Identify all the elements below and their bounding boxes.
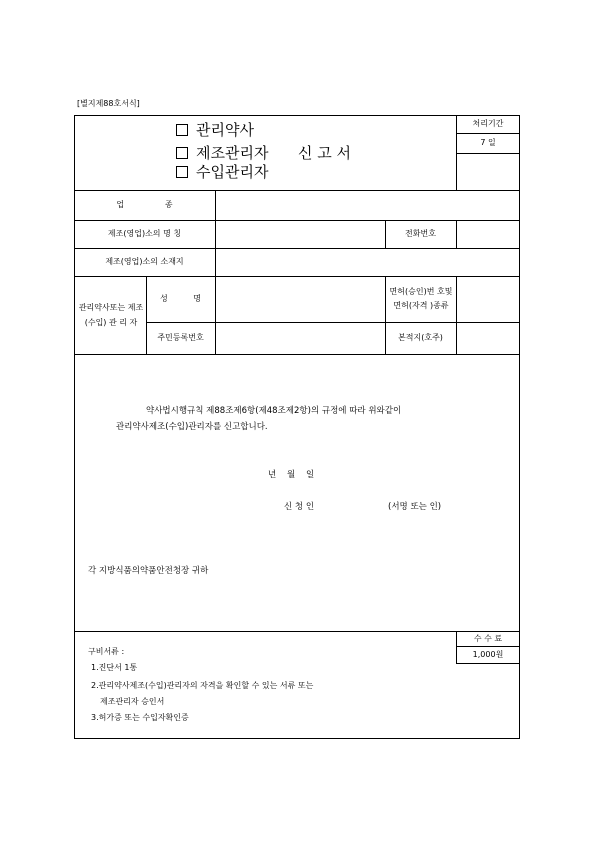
form-number: [별지제88호서식] — [77, 99, 140, 108]
checkbox-icon[interactable] — [176, 166, 188, 178]
checkbox-icon[interactable] — [176, 124, 188, 136]
business-type-field[interactable] — [216, 191, 519, 220]
name-field[interactable] — [216, 277, 384, 322]
divider — [74, 354, 520, 355]
business-name-field[interactable] — [216, 221, 384, 248]
license-field[interactable] — [457, 277, 519, 322]
name-label: 성 명 — [160, 294, 201, 303]
processing-period-label: 처리기간 — [472, 119, 504, 128]
fee-value: 1,000원 — [472, 649, 504, 659]
resident-number-field[interactable] — [216, 323, 384, 354]
phone-label: 전화번호 — [405, 229, 436, 238]
document-item: 제조관리자 승인서 — [100, 697, 165, 706]
license-label: 면허(승인)번 호및면허(자격 )종류 — [389, 287, 453, 310]
domicile-label: 본적지(호주) — [398, 333, 443, 342]
report-date: 년 월 일 — [268, 470, 315, 480]
business-name-label: 제조(영업)소의 명 칭 — [107, 229, 182, 238]
domicile-field[interactable] — [457, 323, 519, 354]
addressee: 각 지방식품의약품안전청장 귀하 — [88, 566, 209, 576]
documents-heading: 구비서류 : — [88, 647, 125, 656]
document-item: 3.허가증 또는 수입자확인증 — [91, 713, 189, 722]
title-option-import-manager: 수입관리자 — [176, 163, 268, 181]
manager-group-label: 관리약사또는 제조 (수입) 관 리 자 — [78, 303, 144, 327]
resident-number-label: 주민등록번호 — [157, 333, 204, 342]
divider — [456, 153, 520, 154]
statement-line-2: 관리약사제조(수입)관리자를 신고합니다. — [116, 422, 268, 432]
title-option-pharmacist: 관리약사 — [176, 121, 254, 139]
fee-label: 수 수 료 — [473, 633, 503, 643]
statement-line-1: 약사법시행규칙 제88조제6항(제48조제2항)의 규정에 따라 위와같이 — [146, 406, 402, 416]
business-address-field[interactable] — [216, 249, 519, 276]
checkbox-icon[interactable] — [176, 147, 188, 159]
business-type-label: 업 종 — [116, 200, 173, 209]
signature-note: (서명 또는 인) — [388, 502, 442, 512]
processing-period-value: 7 일 — [480, 138, 496, 147]
title-option-manufacturing-manager: 제조관리자 — [176, 144, 268, 162]
document-item: 2.관리약사제조(수입)관리자의 자격을 확인할 수 있는 서류 또는 — [91, 681, 314, 690]
document-item: 1.진단서 1통 — [91, 663, 138, 672]
phone-field[interactable] — [457, 221, 519, 248]
title-suffix: 신 고 서 — [298, 144, 352, 162]
divider — [456, 663, 520, 664]
divider — [74, 631, 520, 632]
business-address-label: 제조(영업)소의 소재지 — [105, 257, 184, 266]
applicant-label: 신 청 인 — [284, 502, 315, 512]
